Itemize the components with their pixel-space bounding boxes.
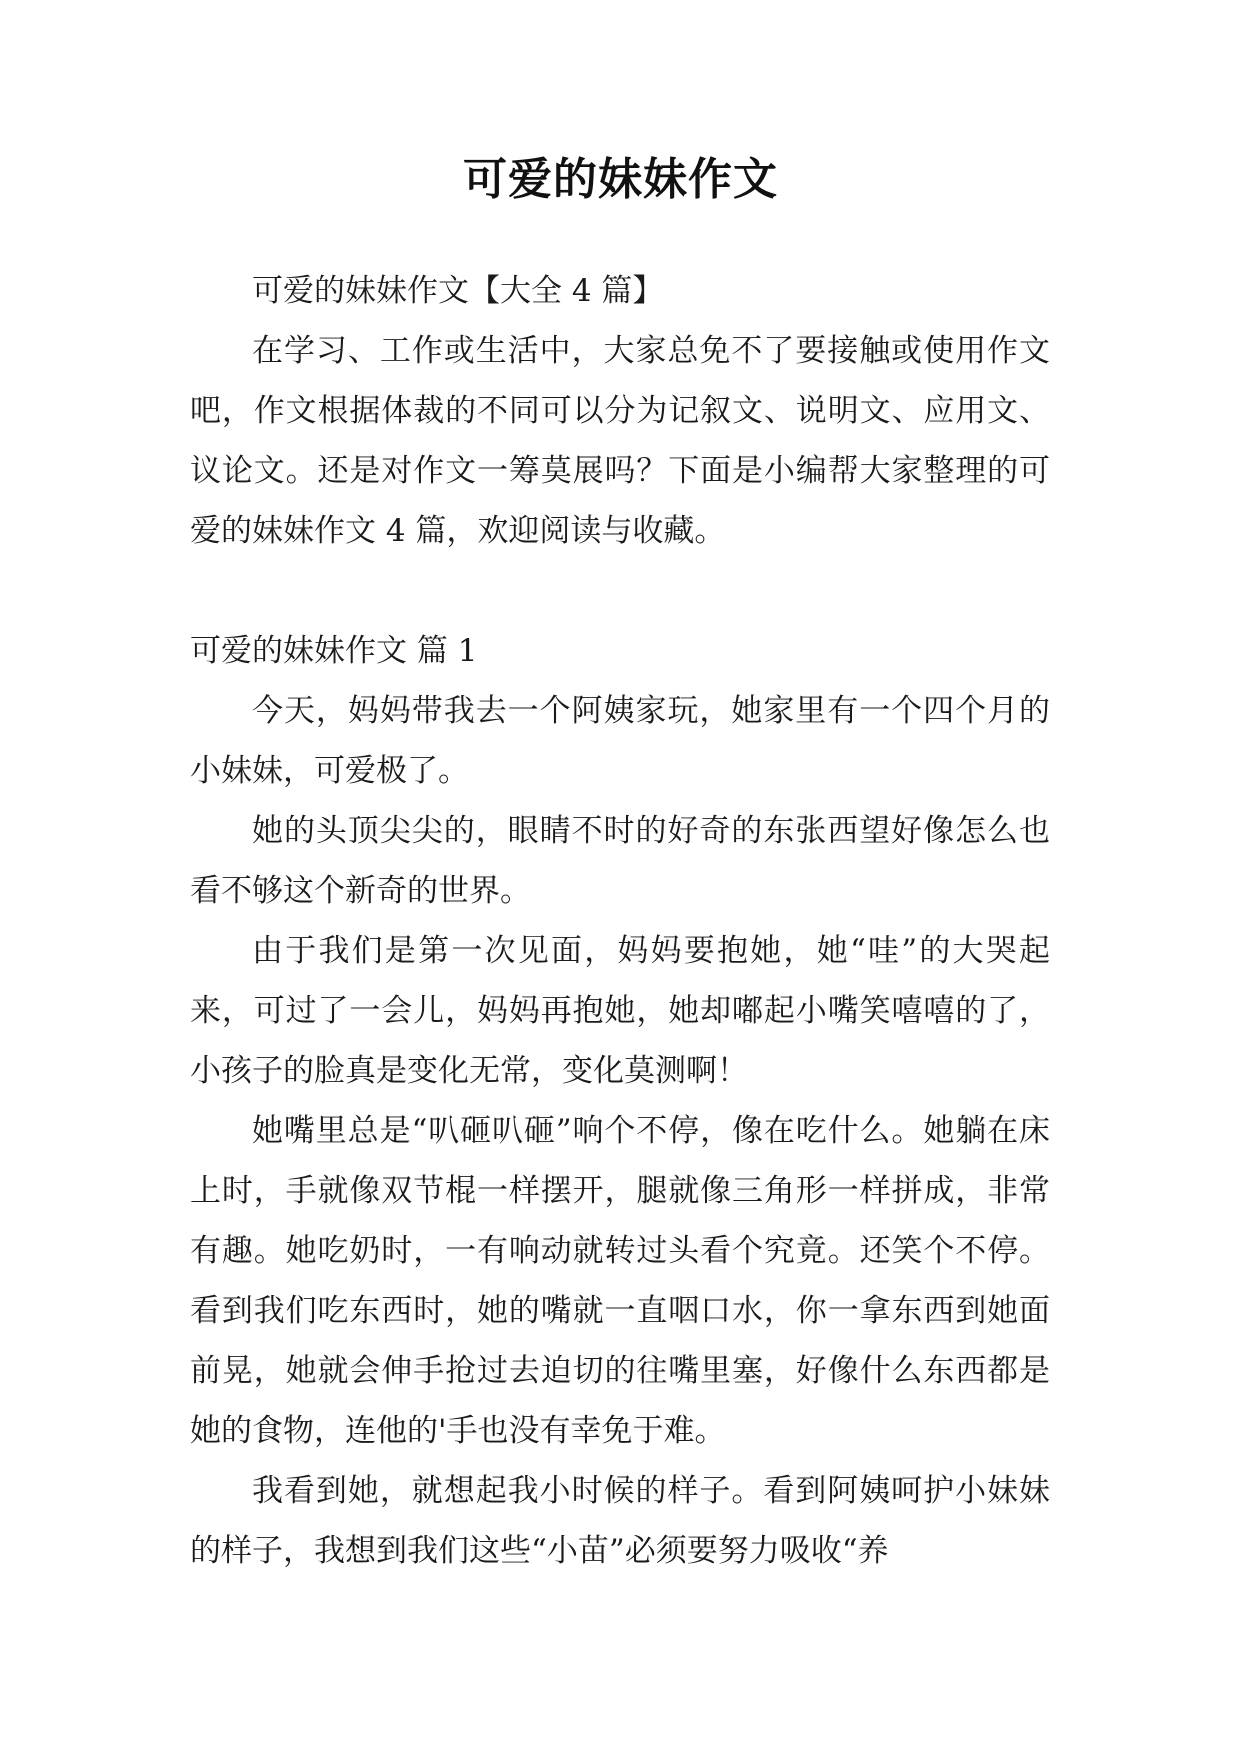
section-spacer bbox=[190, 561, 1050, 621]
essay-paragraph: 由于我们是第一次见面，妈妈要抱她，她“哇”的大哭起来，可过了一会儿，妈妈再抱她，她却嘟起小嘴笑嘻嘻的了，小孩子的脸真是变化无常，变化莫测啊！ bbox=[190, 933, 1050, 1089]
intro-paragraph: 在学习、工作或生活中，大家总免不了要接触或使用作文吧，作文根据体裁的不同可以分为记叙文、说明文、应用文、议论文。还是对作文一筹莫展吗？下面是小编帮大家整理的可爱的妹妹作文 4 篇，欢迎阅读与收藏。 bbox=[190, 333, 1050, 549]
essay-paragraph: 她嘴里总是“叭砸叭砸”响个不停，像在吃什么。她躺在床上时，手就像双节棍一样摆开，腿就像三角形一样拼成，非常有趣。她吃奶时，一有响动就转过头看个究竟。还笑个不停。看到我们吃东西时，她的嘴就一直咽口水，你一拿东西到她面前晃，她就会伸手抢过去迫切的往嘴里塞，好像什么东西都是她的食物，连他的'手也没有幸免于难。 bbox=[190, 1113, 1050, 1449]
document-title: 可爱的妹妹作文 bbox=[463, 154, 778, 205]
essay-paragraph: 我看到她，就想起我小时候的样子。看到阿姨呵护小妹妹的样子，我想到我们这些“小苗”必须要努力吸收“养 bbox=[190, 1473, 1050, 1569]
section-heading: 可爱的妹妹作文 篇 1 bbox=[190, 633, 478, 669]
document-subtitle: 可爱的妹妹作文【大全 4 篇】 bbox=[252, 273, 664, 309]
essay-paragraph: 今天，妈妈带我去一个阿姨家玩，她家里有一个四个月的小妹妹，可爱极了。 bbox=[190, 693, 1050, 789]
essay-paragraph: 她的头顶尖尖的，眼睛不时的好奇的东张西望好像怎么也看不够这个新奇的世界。 bbox=[190, 813, 1050, 909]
document-body bbox=[190, 261, 1050, 1581]
